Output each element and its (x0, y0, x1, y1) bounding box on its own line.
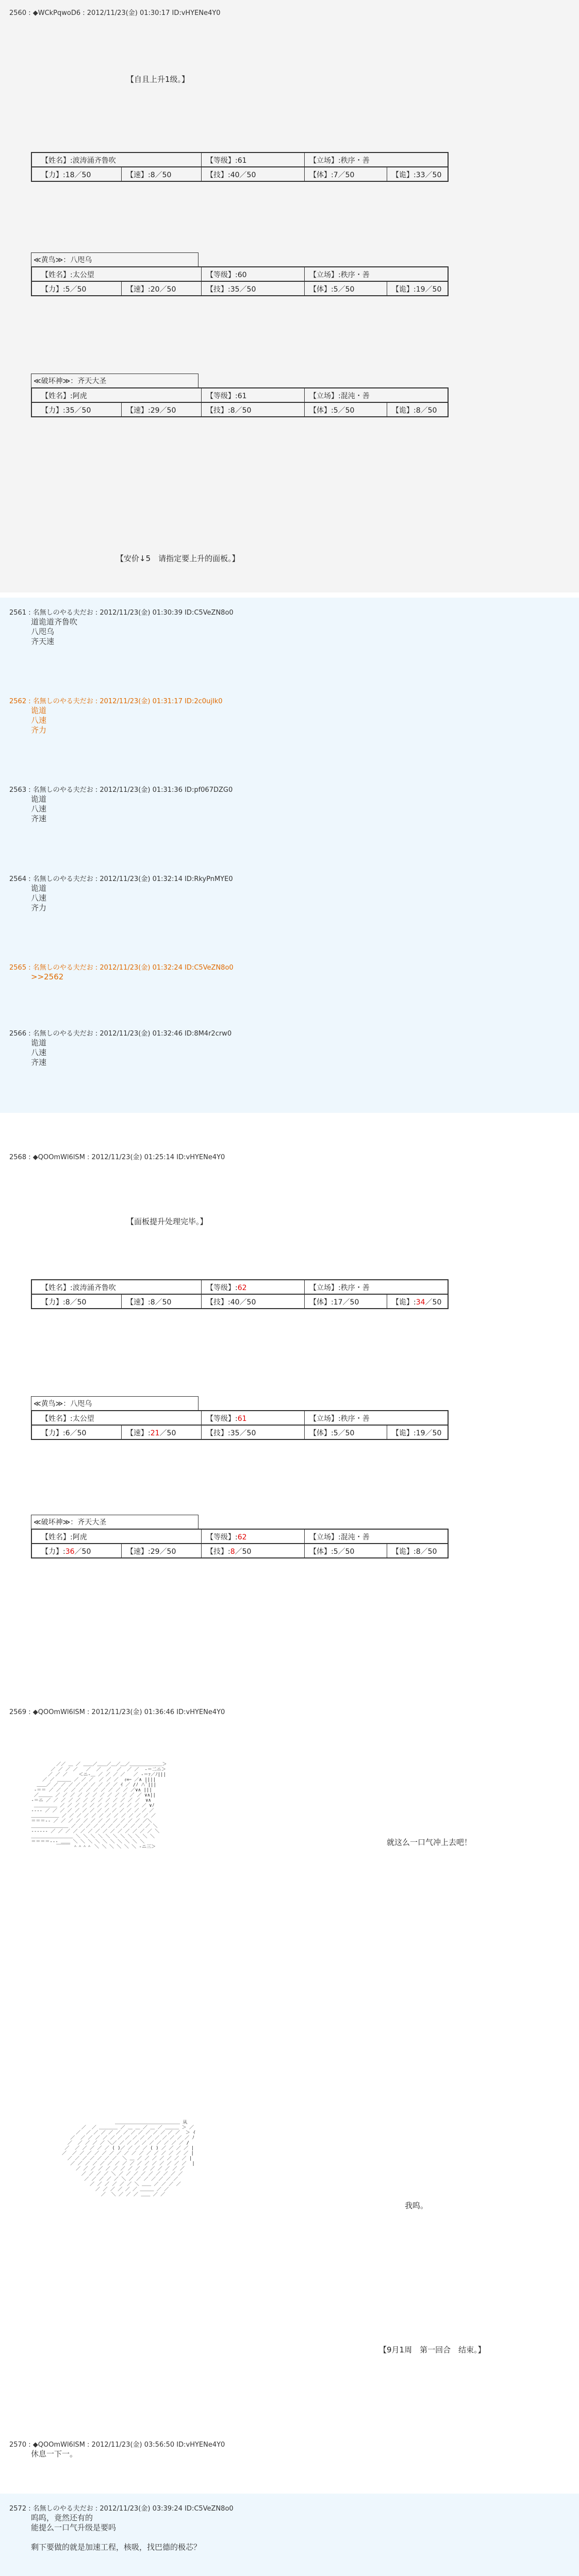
post-body: 诡道 八速 齐速 (31, 794, 47, 823)
post-2560 (0, 0, 579, 592)
status-table-1 (31, 152, 449, 182)
stat-spd: 【速】:21／50 (126, 1429, 176, 1437)
stat-str: 【力】:5／50 (41, 285, 87, 294)
table-title: ≪黄鸟≫：八咫乌 (31, 1396, 198, 1410)
reply-anchor-link[interactable]: >>2562 (31, 972, 64, 981)
stat-str: 【力】:35／50 (41, 406, 91, 415)
stat-trick: 【诡】:8／50 (392, 406, 437, 415)
stat-name: 【姓名】:太公望 (41, 271, 94, 279)
table-title: ≪破坏神≫：齐天大圣 (31, 374, 198, 387)
status-table-2 (31, 1396, 449, 1440)
post-header: 2568 : ◆QOOmWl6lSM : 2012/11/23(金) 01:25:14 ID:vHYENe4Y0 (9, 1154, 225, 1161)
speech-text: 就这么一口气冲上去吧！ (387, 1838, 472, 1847)
stat-trick: 【诡】:34／50 (392, 1298, 442, 1307)
stat-con: 【体】:5／50 (309, 285, 355, 294)
status-note: 【自且上升1级。】 (126, 75, 190, 84)
stat-trick: 【诡】:8／50 (392, 1548, 437, 1556)
end-note: 【9月1周 第一回合 结束。】 (379, 2345, 486, 2354)
speech-text: 我呜。 (405, 2201, 428, 2210)
post-header: 2570 : ◆QOOmWl6lSM : 2012/11/23(金) 03:56:50 ID:vHYENe4Y0 (9, 2441, 225, 2449)
post-header: 2566 : 名無しのやる夫だお : 2012/11/23(金) 01:32:46 ID:8M4r2crw0 (9, 1030, 232, 1038)
stat-str: 【力】:36／50 (41, 1548, 91, 1556)
anchor-note: 【安价↓5 请指定要上升的面板。】 (116, 554, 240, 563)
stat-spd: 【速】:8／50 (126, 171, 172, 179)
post-body: 休息一下一。 (31, 2449, 78, 2459)
stat-spec: 【技】:40／50 (206, 1298, 256, 1307)
replies-block-1 (0, 598, 579, 1113)
post-body (31, 972, 63, 982)
post-header: 2565 : 名無しのやる夫だお : 2012/11/23(金) 01:32:24 ID:C5VeZN8o0 (9, 964, 234, 972)
post-header: 2562 : 名無しのやる夫だお : 2012/11/23(金) 01:31:17 ID:2c0ujIk0 (9, 698, 223, 705)
stat-spd: 【速】:29／50 (126, 406, 176, 415)
stat-spec: 【技】:40／50 (206, 171, 256, 179)
stat-spec: 【技】:35／50 (206, 285, 256, 294)
post-body: 诡道 八速 齐速 (31, 1038, 47, 1067)
stat-level: 【等级】:61 (206, 157, 247, 165)
stat-spd: 【速】:20／50 (126, 285, 176, 294)
post-body: 诡道 八速 齐力 (31, 706, 47, 735)
status-table-2 (31, 252, 449, 296)
stat-trick: 【诡】:33／50 (392, 171, 442, 179)
post-header: 2563 : 名無しのやる夫だお : 2012/11/23(金) 01:31:36 ID:pf067DZG0 (9, 786, 233, 794)
stat-name: 【姓名】:阿虎 (41, 392, 87, 400)
ascii-art-2: ＿＿＿＿＿＿＿＿＿＿＿＿＿＿ 从 ／ ／ ＿＿＿＿ ／ ＿ ＿ ／ ＿ ／ ＿＿＿ ＞ ／ ／ ／ ／ ／ ／ ／ ／ ／ ／ ／ ／ ／ ／ ／ ＞ ｲ ／ ／ ／ ／ ／ ／ ／ ／ ／ ／ ／ ／ ／ ／ ／ ／ ﾉ ／ ／ ／ ／ ／ ＼／ ／ ／ ／ ／ ／ ／ ／ ／ ／ / ／ ／ ／ ／ ／ ／ ( )／ ／ ／ ／ ( ) ／ ／ ／ ／ | ／ ／ ／ ／ ／ ／ ／ ／ ／ ／ ／ ／ ／ ／ ／ ／ ／ | ／ ／ ／ ／ ／ ／ ／ ＼ ＿ ／ ／ ／ ／ ／ ／ ／ | ／ ／ ／ ／ ／ ／ ／ ／ ／ ／ ／ ／ ／ ／ ／ ／ | ／ ／ ／ ／ ／ ／ ／ ／ ／ ／ ／ ／ ／ ／ ／ ／ ／ ／ ／ ＼ ／ ／ ／ ／ ／ ／ ／ ／ ／ ／ ／ ／ ／ ／ ＼ ／ ／ ／ ／ ／ ／ ／ ／ ／ ／ ／ ／ ／ ＼ ＿＿ ／ ／ ／ ／ ／ ／ ／ ／ ／ ／ ＿＿＿ ／ ／ ／ ＼ ／ ／ ／ ＿＿ ／ ／ (62, 2120, 195, 2197)
stat-level: 【等级】:61 (206, 392, 247, 400)
stat-con: 【体】:5／50 (309, 1548, 355, 1556)
stat-spec: 【技】:35／50 (206, 1429, 256, 1437)
stat-name: 【姓名】:波涛涌齐鲁吹 (41, 1284, 116, 1292)
status-table-3 (31, 374, 449, 417)
stat-trick: 【诡】:19／50 (392, 1429, 442, 1437)
stat-name: 【姓名】:太公望 (41, 1415, 94, 1423)
stat-spd: 【速】:8／50 (126, 1298, 172, 1307)
stat-name: 【姓名】:波涛涌齐鲁吹 (41, 157, 116, 165)
stat-level: 【等级】:62 (206, 1533, 247, 1541)
post-header: 2560 : ◆WCkPqwoD6 : 2012/11/23(金) 01:30:17 ID:vHYENe4Y0 (9, 9, 221, 17)
post-2569 (0, 1685, 579, 2437)
stat-con: 【体】:17／50 (309, 1298, 359, 1307)
post-header: 2569 : ◆QOOmWl6lSM : 2012/11/23(金) 01:36:46 ID:vHYENe4Y0 (9, 1708, 225, 1716)
stat-con: 【体】:5／50 (309, 1429, 355, 1437)
stat-level: 【等级】:61 (206, 1415, 247, 1423)
stat-str: 【力】:18／50 (41, 171, 91, 179)
stat-spd: 【速】:29／50 (126, 1548, 176, 1556)
stat-spec: 【技】:8／50 (206, 406, 252, 415)
stat-level: 【等级】:62 (206, 1284, 247, 1292)
status-table-1 (31, 1279, 449, 1309)
ascii-art-1: ／／ ＿ ／ ＿＿／＿＿／＿／＿／＿＿＿＿＿＿＿＞ ／ ／ ／ ／ ／ ／ ／ ／ ／ ／ ‐＝二ニ＞ ／ ／ ／ ＜ニ‐＿ ／ ／ ／ ／ ／ ‐＝ｧ／ﾉ||| ／ ／ ＿＿＿ ／ ／ ／ ／ ／ ／ ｨ=ｰ ／∧ |||| ＿＿／ ／ ／ ／ ／ ／ ／ ／ ／ ／ ｲ ／ /ﾉ ∧ﾞ||| ‐＝＝ ／ ／ ／ ／ ／ ／ ／ ／ ／ ／ ／ ／∨∧ ||| ／＿＿＿ ／ ／ ／ ／ ／ ／ ／ ／ ／ ／ ／ ／ ∨∧|| ‐＝ニ ／ ／ ／ ／ ／ ／ ／ ／ ／ ／ ／ ／ ／ ∨∧ ＿＿＿＿＿ ／ ／ ／ ／ ／ ／ ／ ／ ／ ／ ／ ／ ∨ﾉ ‐‐‐‐ ／ ／ ／ ／ ／ ／ ／ ／ ／ ／ ／ ／ ／ ／ ／ ＿＿＿＿＿＿ ／ ／ ／ ／ ／ ／ ／ ／ ／ ／ ／ ／ ／ ＝＝＝‐‐ ／ ／ ／ ／ ／ ／ ／ ／ ／ ／ ／ ／ ／＼ ＿＿＿＿＿＿＿＿ ／ ／ ／ ／ ／ ／ ／ ／ ／ ／ ／ ＼ ‐‐‐‐‐‐ ／ ／ ／ ／ ／ ／ ／ ／ ／ ／ ／ ／ ／ ／ ＼ ＿＿＿＿＿＿＿＿＿ ＼ ＼ ＼ ＼ ＼ ＼ ＼ ＼ ＼ ＼ ＼ ＝＝＝＝‐‐‐ ＿＿ ＼ ＼ ＼ ＼ ＼ ＼ ＼ ＼ ＼ ＼ ￣￣￣ ＾＾＾＾ ＼ ＼ ＼ ＼ ＼ ＼ ‐ニ三＞ (31, 1762, 167, 1850)
stat-stance: 【立场】:秩序・善 (309, 1284, 370, 1292)
post-2568 (0, 1141, 579, 1682)
post-header: 2561 : 名無しのやる夫だお : 2012/11/23(金) 01:30:39 ID:C5VeZN8o0 (9, 609, 234, 617)
stat-str: 【力】:8／50 (41, 1298, 87, 1307)
table-title: ≪黄鸟≫：八咫乌 (31, 252, 198, 266)
stat-stance: 【立场】:混沌・善 (309, 392, 370, 400)
post-body: 诡道 八速 齐力 (31, 884, 47, 912)
stat-stance: 【立场】:秩序・善 (309, 271, 370, 279)
post-header: 2572 : 名無しのやる夫だお : 2012/11/23(金) 03:39:24 ID:C5VeZN8o0 (9, 2505, 234, 2513)
stat-spec: 【技】:8／50 (206, 1548, 252, 1556)
stat-stance: 【立场】:秩序・善 (309, 1415, 370, 1423)
post-2570 (0, 2437, 579, 2494)
post-header: 2564 : 名無しのやる夫だお : 2012/11/23(金) 01:32:14 ID:RkyPnMYE0 (9, 875, 233, 883)
replies-block-2 (0, 2494, 579, 2576)
stat-stance: 【立场】:混沌・善 (309, 1533, 370, 1541)
stat-con: 【体】:7／50 (309, 171, 355, 179)
post-body: 道诡道齐鲁吹 八咫乌 齐天速 (31, 617, 78, 646)
status-table-3 (31, 1515, 449, 1558)
stat-str: 【力】:6／50 (41, 1429, 87, 1437)
stat-trick: 【诡】:19／50 (392, 285, 442, 294)
stat-con: 【体】:5／50 (309, 406, 355, 415)
stat-name: 【姓名】:阿虎 (41, 1533, 87, 1541)
stat-stance: 【立场】:秩序・善 (309, 157, 370, 165)
status-note: 【面板提升处理完毕。】 (126, 1217, 208, 1226)
table-title: ≪破坏神≫：齐天大圣 (31, 1515, 198, 1529)
post-body: 呜呜，竟然还有的 能提么一口气升级是要吗 剩下要做的就是加速工程，核吸，找巴德的极芯？ (31, 2513, 202, 2552)
stat-level: 【等级】:60 (206, 271, 247, 279)
